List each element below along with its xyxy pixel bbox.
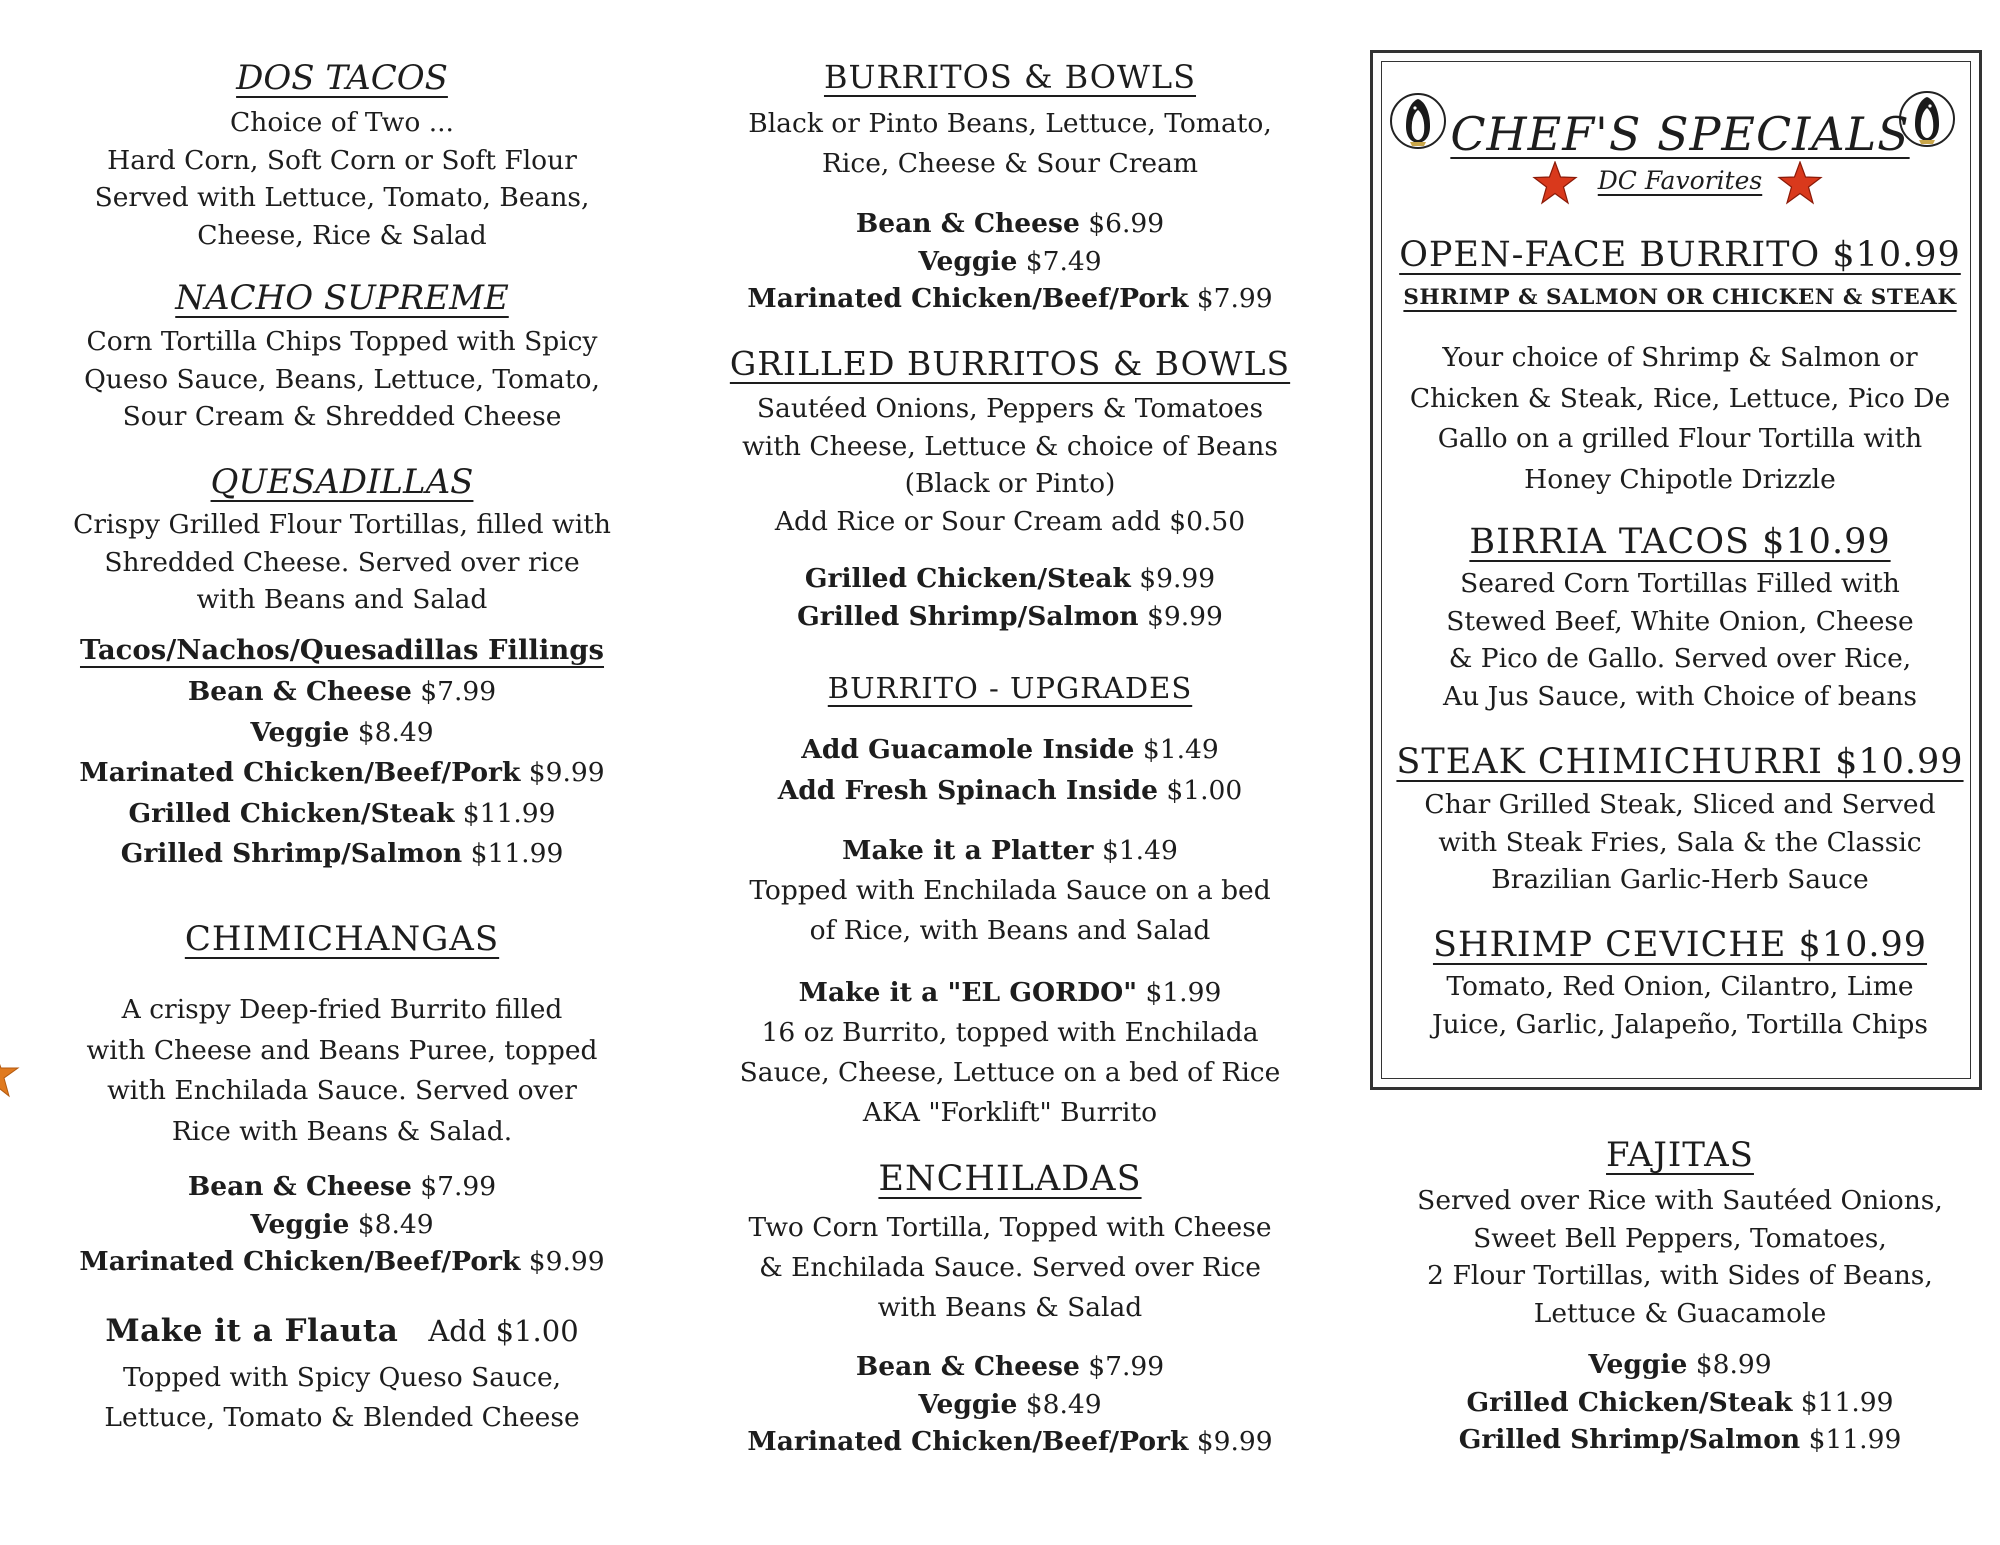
- price-row: [700, 280, 1320, 318]
- fajitas-price-list: [1375, 1346, 1985, 1459]
- price-row: [700, 1386, 1320, 1424]
- enchiladas-price-list: [700, 1348, 1320, 1461]
- item-name: Marinated Chicken/Beef/Pork: [79, 757, 521, 788]
- price-row: [22, 1168, 662, 1206]
- star-icon: [0, 1050, 20, 1100]
- description-line: Two Corn Tortilla, Topped with Cheese: [748, 1212, 1272, 1243]
- description-line: Seared Corn Tortillas Filled with: [1460, 568, 1900, 599]
- price-row: [22, 1206, 662, 1244]
- grilled-burritos-heading: [700, 343, 1320, 385]
- chimichangas-title: CHIMICHANGAS: [184, 919, 500, 959]
- description-line: with Cheese, Lettuce & choice of Beans: [742, 430, 1278, 462]
- dos-tacos-title: DOS TACOS: [236, 58, 448, 98]
- flauta-row: [22, 1310, 662, 1354]
- open-face-heading: [1375, 232, 1985, 278]
- description-line: Rice with Beans & Salad.: [171, 1115, 513, 1147]
- description-line: Lettuce & Guacamole: [1533, 1297, 1827, 1329]
- grilled-burritos-price-list: [700, 560, 1320, 635]
- description-line: with Steak Fries, Sala & the Classic: [1438, 826, 1922, 858]
- price-row: [700, 243, 1320, 281]
- description-line: Chicken & Steak, Rice, Lettuce, Pico De: [1409, 382, 1951, 414]
- description-line: with Beans & Salad: [877, 1292, 1143, 1323]
- description-line: Rice, Cheese & Sour Cream: [821, 148, 1199, 179]
- item-price: $8.49: [357, 716, 434, 748]
- price-row: [700, 1423, 1320, 1461]
- item-name: Marinated Chicken/Beef/Pork: [747, 1426, 1189, 1457]
- item-name: Bean & Cheese: [855, 208, 1080, 239]
- price-row: [1375, 1346, 1985, 1384]
- fillings-heading: [22, 630, 662, 670]
- price-row: [700, 729, 1320, 770]
- item-name: Grilled Chicken/Steak: [804, 563, 1131, 594]
- item-name: Grilled Chicken/Steak: [128, 797, 455, 829]
- description-line: Gallo on a grilled Flour Tortilla with: [1437, 423, 1923, 454]
- steak-chimichurri-title: STEAK CHIMICHURRI $10.99: [1396, 742, 1964, 782]
- nacho-supreme-heading: [22, 276, 662, 320]
- price-row: [700, 973, 1320, 1013]
- nacho-supreme-description: [22, 323, 662, 436]
- description-line: 2 Flour Tortillas, with Sides of Beans,: [1427, 1260, 1933, 1291]
- item-name: Bean & Cheese: [855, 1351, 1080, 1382]
- flauta-title: Make it a Flauta: [105, 1313, 399, 1349]
- quesadillas-description: [22, 506, 662, 619]
- item-price: $8.49: [357, 1208, 434, 1240]
- flauta-description: [22, 1358, 662, 1438]
- price-row: [1375, 1384, 1985, 1422]
- item-price: $9.99: [1196, 1426, 1273, 1457]
- item-name: Add Fresh Spinach Inside: [777, 775, 1158, 806]
- birria-description: [1375, 565, 1985, 715]
- description-line: Topped with Spicy Queso Sauce,: [122, 1362, 562, 1393]
- description-line: Queso Sauce, Beans, Lettuce, Tomato,: [84, 363, 600, 395]
- price-row: [700, 831, 1320, 871]
- description-line: Brazilian Garlic-Herb Sauce: [1491, 864, 1869, 895]
- steak-chimichurri-description: [1375, 786, 1985, 899]
- nacho-supreme-title: NACHO SUPREME: [175, 278, 509, 318]
- item-name: Veggie: [918, 245, 1018, 277]
- open-face-subheading: [1375, 282, 1985, 314]
- shrimp-ceviche-heading: [1375, 922, 1985, 968]
- fajitas-title: FAJITAS: [1606, 1135, 1754, 1175]
- description-line: Served with Lettuce, Tomato, Beans,: [94, 182, 590, 213]
- chefs-specials-subtitle: DC Favorites: [1597, 166, 1763, 195]
- description-line: AKA "Forklift" Burrito: [862, 1097, 1158, 1128]
- open-face-description: [1375, 338, 1985, 500]
- birria-title: BIRRIA TACOS $10.99: [1469, 522, 1891, 562]
- item-price: $7.99: [420, 676, 497, 707]
- upgrades-heading: [700, 668, 1320, 708]
- enchiladas-description: [700, 1208, 1320, 1328]
- item-name: Grilled Shrimp/Salmon: [120, 838, 463, 869]
- description-line: Choice of Two ...: [230, 107, 454, 138]
- description-line: Juice, Garlic, Jalapeño, Tortilla Chips: [1432, 1008, 1928, 1040]
- item-price: $11.99: [1808, 1424, 1902, 1455]
- upgrades-price-list: [700, 729, 1320, 811]
- description-line: (Black or Pinto): [904, 468, 1116, 499]
- description-line: Cheese, Rice & Salad: [197, 219, 487, 251]
- enchiladas-title: ENCHILADAS: [878, 1159, 1142, 1199]
- flauta-heading: [22, 1310, 662, 1354]
- description-line: Add Rice or Sour Cream add $0.50: [774, 505, 1246, 537]
- item-price: $1.99: [1145, 977, 1222, 1008]
- description-line: Your choice of Shrimp & Salmon or: [1442, 342, 1918, 373]
- item-name: Grilled Shrimp/Salmon: [797, 600, 1139, 632]
- item-price: $11.99: [470, 838, 564, 869]
- price-row: [22, 672, 662, 713]
- open-face-title: OPEN-FACE BURRITO $10.99: [1399, 235, 1961, 275]
- item-name: Grilled Chicken/Steak: [1466, 1386, 1793, 1418]
- item-name: Marinated Chicken/Beef/Pork: [747, 283, 1189, 314]
- grilled-burritos-title: GRILLED BURRITOS & BOWLS: [729, 344, 1291, 383]
- shrimp-ceviche-description: [1375, 968, 1985, 1043]
- item-name: Marinated Chicken/Beef/Pork: [79, 1246, 521, 1277]
- chefs-specials-heading: [1375, 106, 1985, 162]
- item-price: $9.99: [1147, 600, 1223, 632]
- burritos-bowls-description: [700, 104, 1320, 184]
- dos-tacos-description: [22, 104, 662, 254]
- item-name: Make it a Platter: [842, 835, 1094, 866]
- item-price: $7.99: [1196, 283, 1273, 314]
- description-line: Tomato, Red Onion, Cilantro, Lime: [1446, 971, 1914, 1002]
- description-line: Hard Corn, Soft Corn or Soft Flour: [107, 144, 577, 176]
- description-line: & Enchilada Sauce. Served over Rice: [759, 1252, 1261, 1283]
- chimichangas-price-list: [22, 1168, 662, 1281]
- description-line: Sour Cream & Shredded Cheese: [122, 401, 562, 432]
- item-name: Bean & Cheese: [187, 676, 412, 707]
- description-line: Char Grilled Steak, Sliced and Served: [1424, 789, 1936, 820]
- description-line: Sautéed Onions, Peppers & Tomatoes: [756, 393, 1264, 424]
- description-line: Sauce, Cheese, Lettuce on a bed of Rice: [739, 1057, 1281, 1088]
- item-price: $1.49: [1142, 734, 1219, 765]
- grilled-burritos-description: [700, 390, 1320, 540]
- price-row: [22, 713, 662, 754]
- item-name: Grilled Shrimp/Salmon: [1458, 1424, 1801, 1455]
- item-name: Bean & Cheese: [187, 1171, 412, 1202]
- item-price: $1.49: [1101, 835, 1178, 866]
- description-line: Crispy Grilled Flour Tortillas, filled with: [73, 509, 611, 540]
- description-line: Honey Chipotle Drizzle: [1524, 463, 1836, 495]
- item-price: $7.99: [1088, 1351, 1165, 1382]
- fajitas-description: [1375, 1182, 1985, 1332]
- price-row: [700, 1348, 1320, 1386]
- item-price: $8.49: [1025, 1388, 1102, 1420]
- description-line: A crispy Deep-fried Burrito filled: [121, 994, 563, 1025]
- description-line: Lettuce, Tomato & Blended Cheese: [104, 1402, 580, 1433]
- description-line: with Cheese and Beans Puree, topped: [86, 1034, 598, 1066]
- item-price: $11.99: [462, 797, 556, 829]
- description-line: of Rice, with Beans and Salad: [809, 915, 1211, 946]
- price-row: [700, 598, 1320, 636]
- item-name: Veggie: [1588, 1349, 1688, 1380]
- description-line: Corn Tortilla Chips Topped with Spicy: [86, 326, 598, 357]
- chimichangas-description: [22, 990, 662, 1152]
- flauta-price: Add $1.00: [428, 1314, 579, 1348]
- item-name: Veggie: [918, 1388, 1018, 1420]
- item-price: $9.99: [1139, 563, 1216, 594]
- item-name: Veggie: [250, 1208, 350, 1240]
- item-price: $6.99: [1088, 208, 1165, 239]
- price-row: [22, 1243, 662, 1281]
- item-price: $8.99: [1695, 1349, 1772, 1380]
- price-row: [700, 560, 1320, 598]
- description-line: & Pico de Gallo. Served over Rice,: [1448, 643, 1912, 674]
- open-face-subtitle: SHRIMP & SALMON OR CHICKEN & STEAK: [1403, 285, 1957, 310]
- description-line: Sweet Bell Peppers, Tomatoes,: [1473, 1222, 1887, 1254]
- burritos-bowls-heading: [700, 56, 1320, 98]
- description-line: Served over Rice with Sautéed Onions,: [1417, 1185, 1943, 1216]
- price-row: [22, 794, 662, 835]
- item-price: $7.49: [1025, 245, 1102, 277]
- chimichangas-heading: [22, 918, 662, 960]
- item-price: $11.99: [1800, 1386, 1894, 1418]
- birria-heading: [1375, 519, 1985, 565]
- item-price: $1.00: [1166, 775, 1243, 806]
- upgrades-title: BURRITO - UPGRADES: [827, 671, 1193, 705]
- burritos-bowls-title: BURRITOS & BOWLS: [823, 58, 1197, 96]
- dos-tacos-heading: [22, 56, 662, 100]
- platter-upgrade: [700, 831, 1320, 951]
- description-line: Topped with Enchilada Sauce on a bed: [749, 875, 1271, 906]
- shrimp-ceviche-title: SHRIMP CEVICHE $10.99: [1432, 925, 1928, 965]
- chefs-specials-subheading: [1375, 164, 1985, 198]
- quesadillas-heading: [22, 460, 662, 504]
- item-price: $9.99: [528, 757, 605, 788]
- price-row: [22, 834, 662, 875]
- steak-chimichurri-heading: [1375, 739, 1985, 785]
- description-line: Shredded Cheese. Served over rice: [104, 546, 580, 578]
- chefs-specials-title: CHEF'S SPECIALS: [1450, 107, 1910, 161]
- burritos-bowls-price-list: [700, 205, 1320, 318]
- item-price: $7.99: [420, 1171, 497, 1202]
- fajitas-heading: [1375, 1134, 1985, 1176]
- description-line: with Enchilada Sauce. Served over: [107, 1075, 577, 1106]
- quesadillas-title: QUESADILLAS: [210, 462, 474, 502]
- price-row: [1375, 1421, 1985, 1459]
- fillings-price-list: [22, 672, 662, 875]
- description-line: Black or Pinto Beans, Lettuce, Tomato,: [748, 108, 1272, 139]
- item-name: Make it a "EL GORDO": [798, 977, 1138, 1008]
- description-line: Stewed Beef, White Onion, Cheese: [1446, 605, 1914, 637]
- el-gordo-upgrade: [700, 973, 1320, 1133]
- item-name: Add Guacamole Inside: [801, 734, 1135, 765]
- enchiladas-heading: [700, 1158, 1320, 1200]
- price-row: [700, 770, 1320, 811]
- item-price: $9.99: [528, 1246, 605, 1277]
- price-row: [700, 205, 1320, 243]
- fillings-title: Tacos/Nachos/Quesadillas Fillings: [79, 634, 605, 666]
- description-line: Au Jus Sauce, with Choice of beans: [1442, 680, 1918, 712]
- description-line: with Beans and Salad: [196, 584, 488, 615]
- price-row: [22, 753, 662, 794]
- description-line: 16 oz Burrito, topped with Enchilada: [761, 1017, 1259, 1048]
- item-name: Veggie: [250, 716, 350, 748]
